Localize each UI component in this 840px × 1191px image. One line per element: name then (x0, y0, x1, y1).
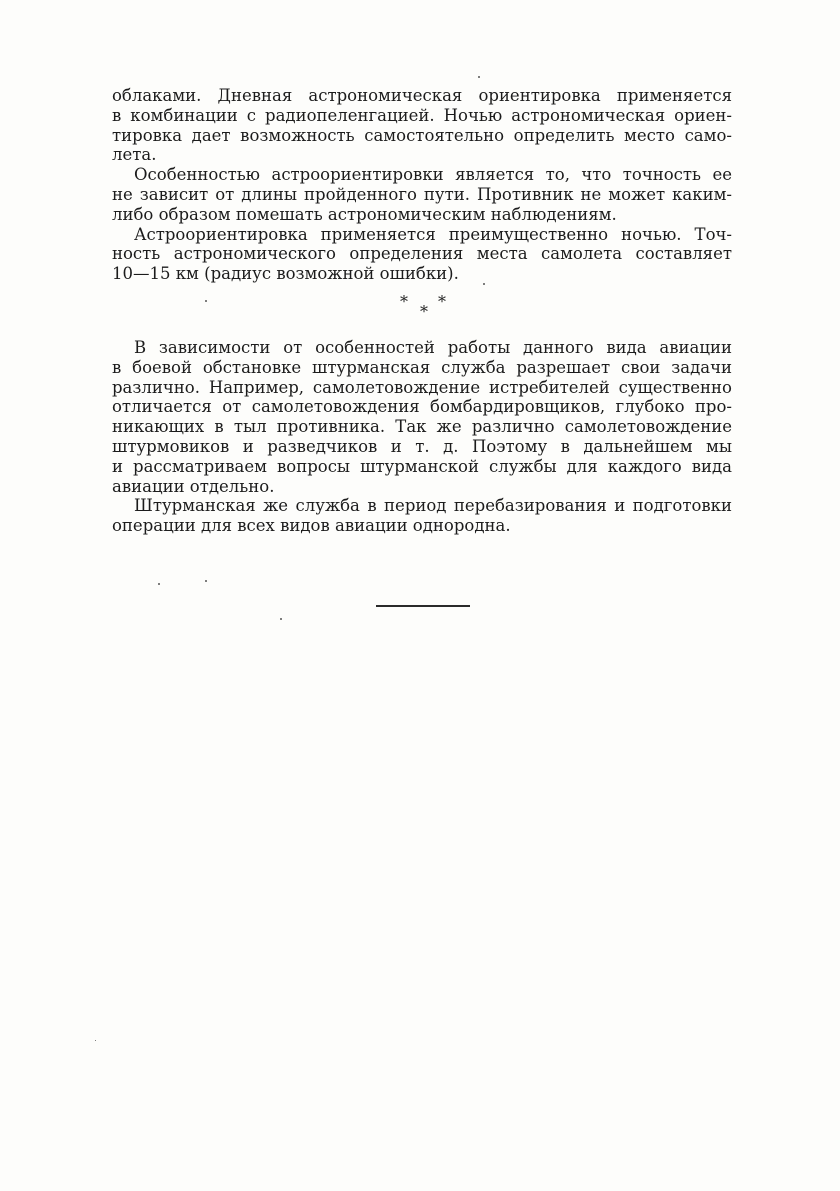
scan-speck (205, 580, 207, 582)
text-line: лета. (112, 145, 157, 165)
scan-speck (205, 300, 207, 302)
text-line: штурмовиков и разведчиков и т. д. Поэтому в дальнейшем мы (112, 436, 732, 456)
text-line: тировка дает возможность самостоятельно определить место само- (112, 125, 732, 145)
text-line: авиации отдельно. (112, 476, 275, 496)
text-line: не зависит от длины пройденного пути. Противник не может каким- (112, 184, 732, 204)
text-line: Астроориентировка применяется преимущественно ночью. Точ- (134, 224, 732, 244)
text-line: Штурманская же служба в период перебазирования и подготовки (134, 496, 732, 516)
end-rule (376, 605, 470, 607)
scan-speck (280, 618, 282, 620)
text-line: В зависимости от особенностей работы данного вида авиации (134, 338, 732, 357)
text-line: Особенностью астроориентировки является то, что точность ее (134, 165, 732, 185)
text-line: облаками. Дневная астрономическая ориентировка применяется (112, 86, 732, 105)
scan-speck (95, 1040, 96, 1041)
text-line: никающих в тыл противника. Так же различно самолетовождение (112, 417, 732, 437)
text-line: отличается от самолетовождения бомбардировщиков, глубоко про- (112, 397, 732, 417)
text-line: различно. Например, самолетовождение истребителей существенно (112, 377, 732, 397)
section-separator (400, 292, 460, 322)
separator-star: * (400, 292, 408, 311)
separator-star: * (438, 292, 446, 311)
separator-star: * (420, 302, 428, 321)
text-line: в комбинации с радиопеленгацией. Ночью астрономическая ориен- (112, 105, 732, 125)
text-line: операции для всех видов авиации однородна. (112, 516, 511, 536)
text-line: и рассматриваем вопросы штурманской службы для каждого вида (112, 456, 732, 476)
section-astronavigation (112, 86, 732, 284)
section-navigator-service (112, 338, 732, 536)
text-line: 10—15 км (радиус возможной ошибки). (112, 264, 459, 284)
scan-speck (158, 583, 160, 585)
scan-speck (478, 76, 480, 78)
text-line: ность астрономического определения места самолета составляет (112, 244, 732, 264)
text-line: в боевой обстановке штурманская служба разрешает свои задачи (112, 357, 732, 377)
text-line: либо образом помешать астрономическим наблюдениям. (112, 204, 617, 224)
